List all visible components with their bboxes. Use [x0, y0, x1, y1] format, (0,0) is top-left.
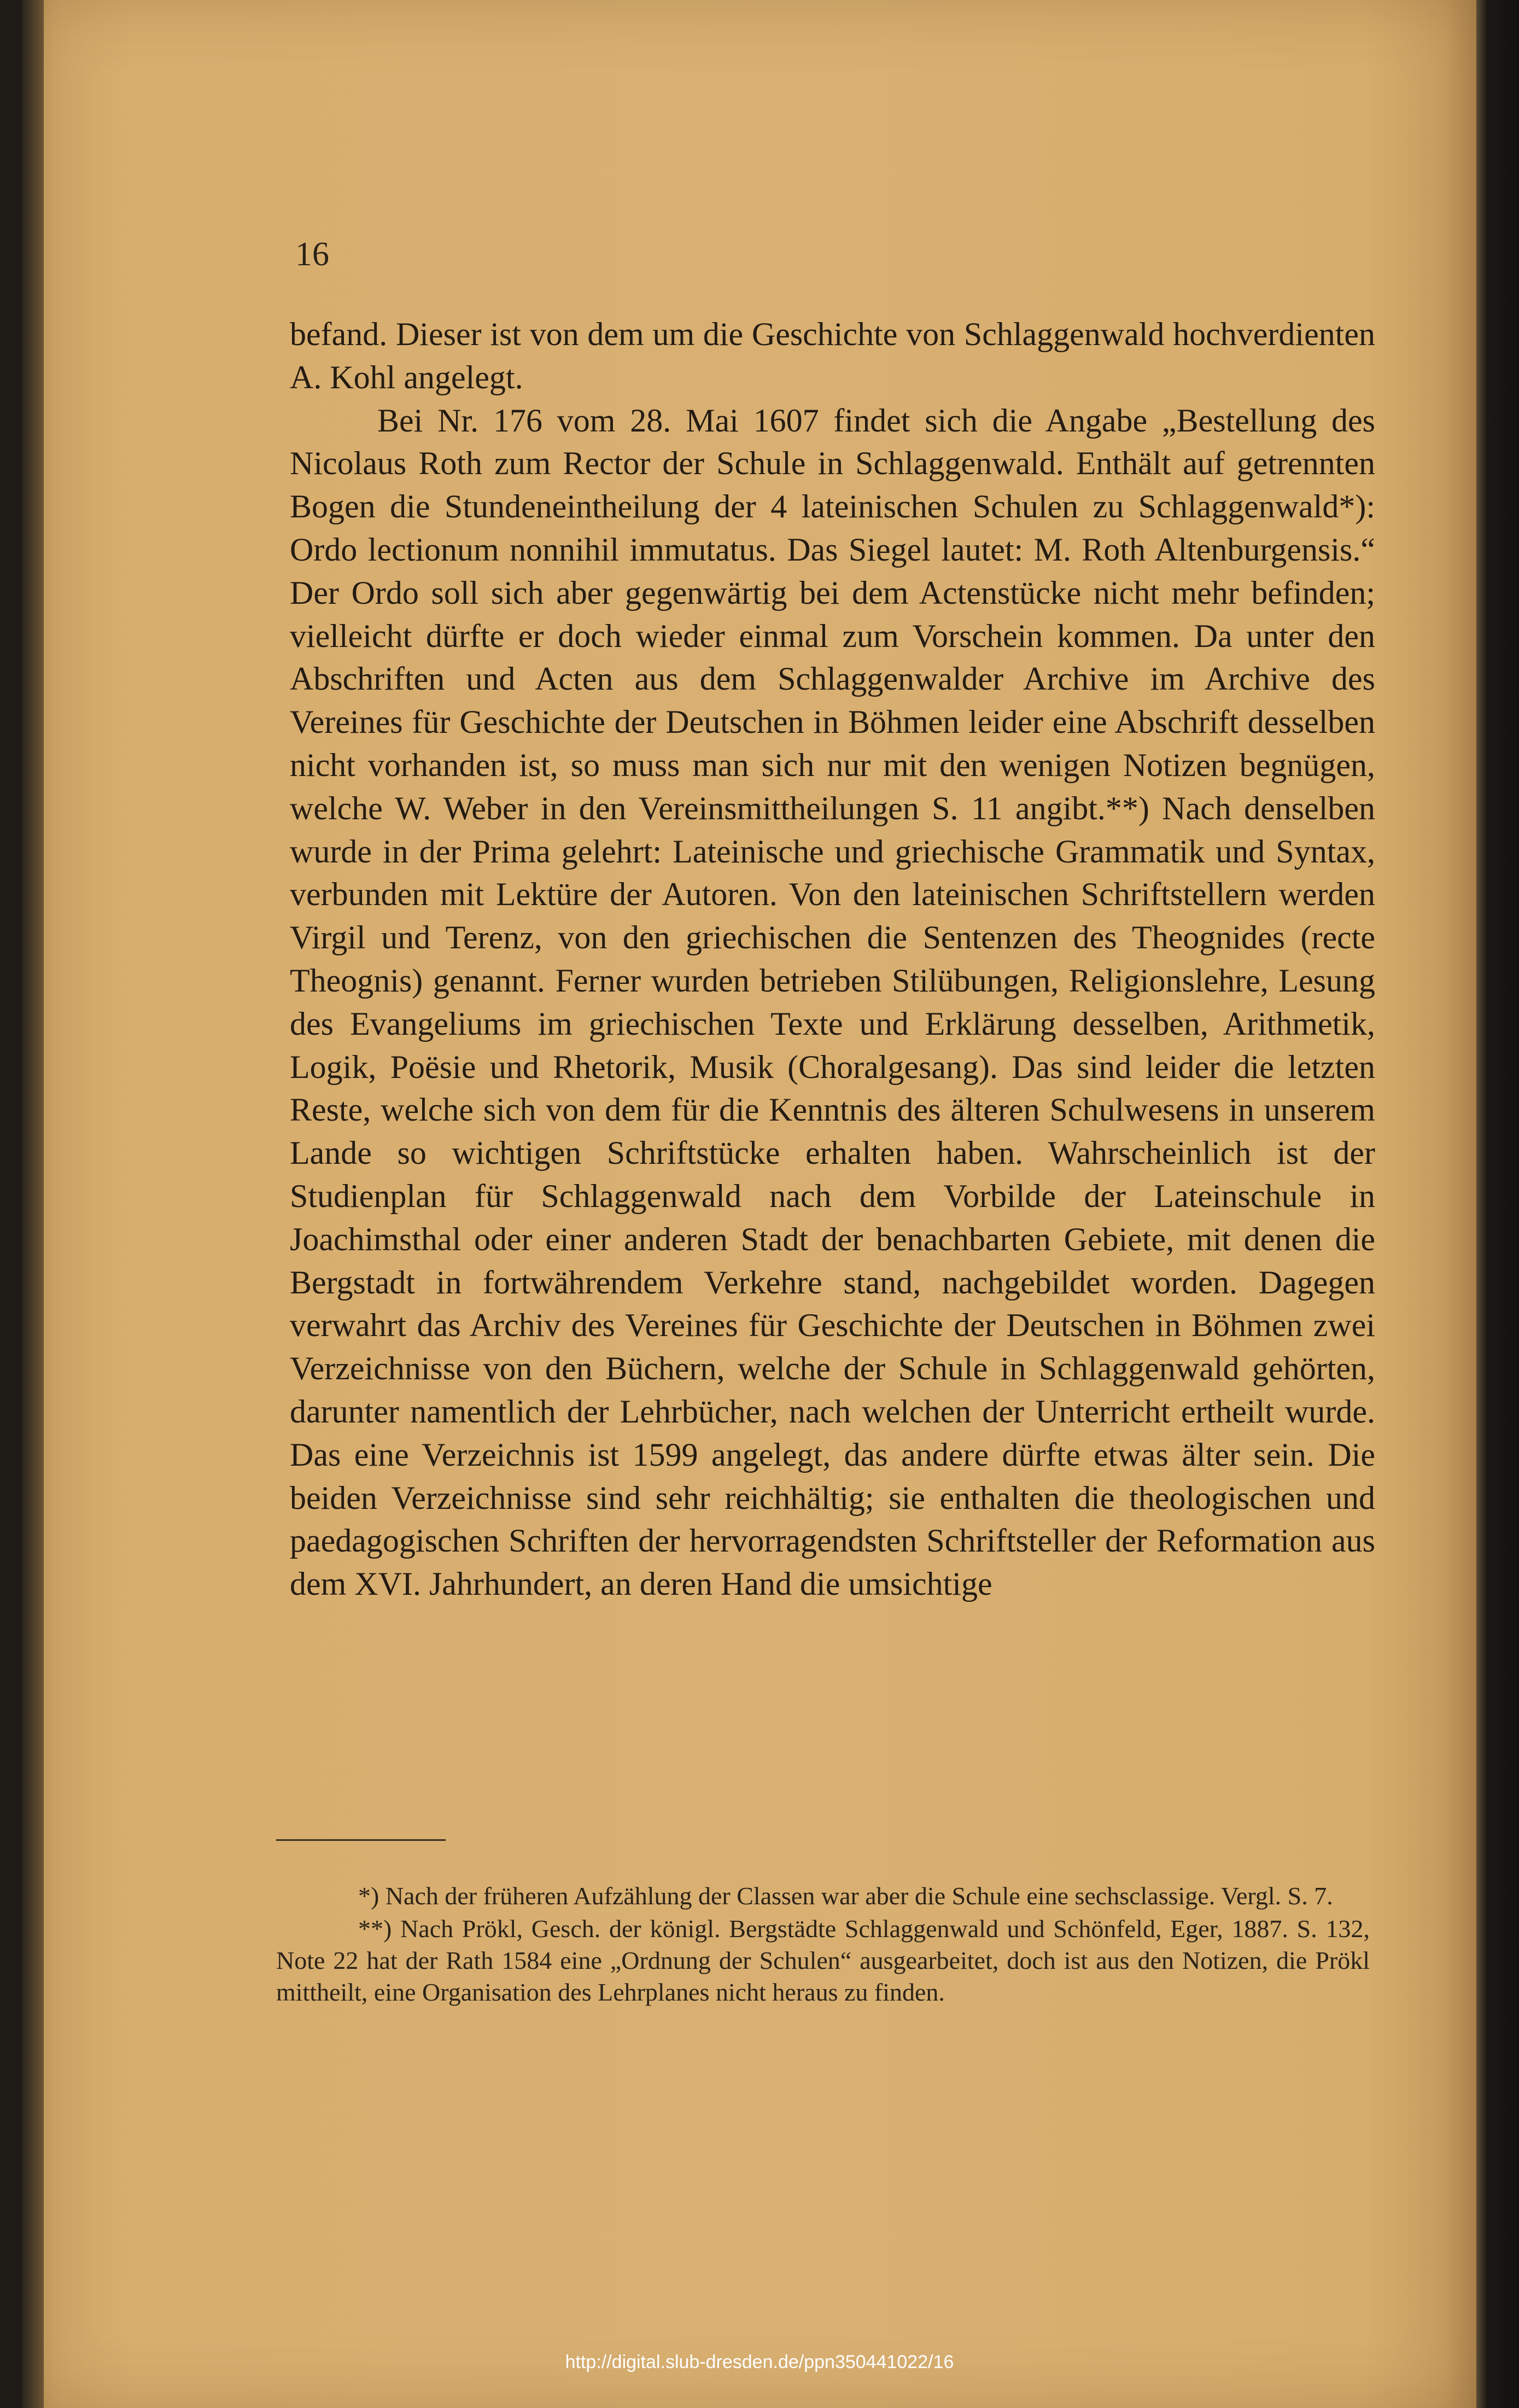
- footnote-1: *) Nach der früheren Aufzählung der Classen war aber die Schule eine sechsclassige. Vergl. S. 7.: [358, 1882, 1333, 1910]
- book-spine: [1476, 0, 1519, 2408]
- footnote-divider: [276, 1839, 446, 1841]
- page-left-edge: [22, 0, 44, 2408]
- paragraph-2: Bei Nr. 176 vom 28. Mai 1607 findet sich die Angabe „Bestellung des Nicolaus Roth zum Rector der Schule in Schlaggenwald. Enthält auf getrennten Bogen die Stundeneintheilung der 4 lateinischen Schulen zu Schlaggenwald*): Ordo lectionum nonnihil immutatus. Das Siegel lautet: M. Roth Altenburgensis.“ Der Ordo soll sich aber gegenwärtig bei dem Actenstücke nicht mehr befinden; vielleicht dürfte er doch wieder einmal zum Vorschein kommen. Da unter den Abschriften und Acten aus dem Schlaggenwalder Archive im Archive des Vereines für Geschichte der Deutschen in Böhmen leider eine Abschrift desselben nicht vorhanden ist, so muss man sich nur mit den wenigen Notizen begnügen, welche W. Weber in den Vereinsmittheilungen S. 11 angibt.**) Nach denselben wurde in der Prima gelehrt: Lateinische und griechische Grammatik und Syntax, verbunden mit Lektüre der Autoren. Von den lateinischen Schriftstellern werden Virgil und Terenz, von den griechischen die Sentenzen des Theognides (recte Theognis) genannt. Ferner wurden betrieben Stilübungen, Religionslehre, Lesung des Evangeliums im griechischen Texte und Erklärung desselben, Arithmetik, Logik, Poësie und Rhetorik, Musik (Choralgesang). Das sind leider die letzten Reste, welche sich von dem für die Kenntnis des älteren Schulwesens in unserem Lande so wichtigen Schriftstücke erhalten haben. Wahrscheinlich ist der Studienplan für Schlaggenwald nach dem Vorbilde der Lateinschule in Joachimsthal oder einer anderen Stadt der benachbarten Gebiete, mit denen die Bergstadt in fortwährendem Verkehre stand, nachgebildet worden. Dagegen verwahrt das Archiv des Vereines für Geschichte der Deutschen in Böhmen zwei Verzeichnisse von den Büchern, welche der Schule in Schlaggenwald gehörten, darunter namentlich der Lehrbücher, nach welchen der Unterricht ertheilt wurde. Das eine Verzeichnis ist 1599 angelegt, das andere dürfte etwas älter sein. Die beiden Verzeichnisse sind sehr reichhältig; sie enthalten die theologischen und paedagogischen Schriften der hervorragendsten Schriftsteller der Reformation aus dem XVI. Jahrhundert, an deren Hand die umsichtige: [290, 402, 1375, 1602]
- paragraph-1: befand. Dieser ist von dem um die Geschichte von Schlaggenwald hochverdienten A. Kohl angelegt.: [290, 316, 1375, 395]
- main-text: [290, 313, 1375, 1606]
- page-number: 16: [295, 236, 329, 273]
- footnotes: [276, 1880, 1370, 2009]
- footnote-2: **) Nach Prökl, Gesch. der königl. Bergstädte Schlaggenwald und Schönfeld, Eger, 1887. S. 132, Note 22 hat der Rath 1584 eine „Ordnung der Schulen“ ausgearbeitet, doch ist aus den Notizen, die Prökl mittheilt, eine Organisation des Lehrplanes nicht heraus zu finden.: [276, 1915, 1370, 2006]
- book-page: [22, 0, 1476, 2408]
- source-url: http://digital.slub-dresden.de/ppn350441022/16: [565, 2352, 954, 2372]
